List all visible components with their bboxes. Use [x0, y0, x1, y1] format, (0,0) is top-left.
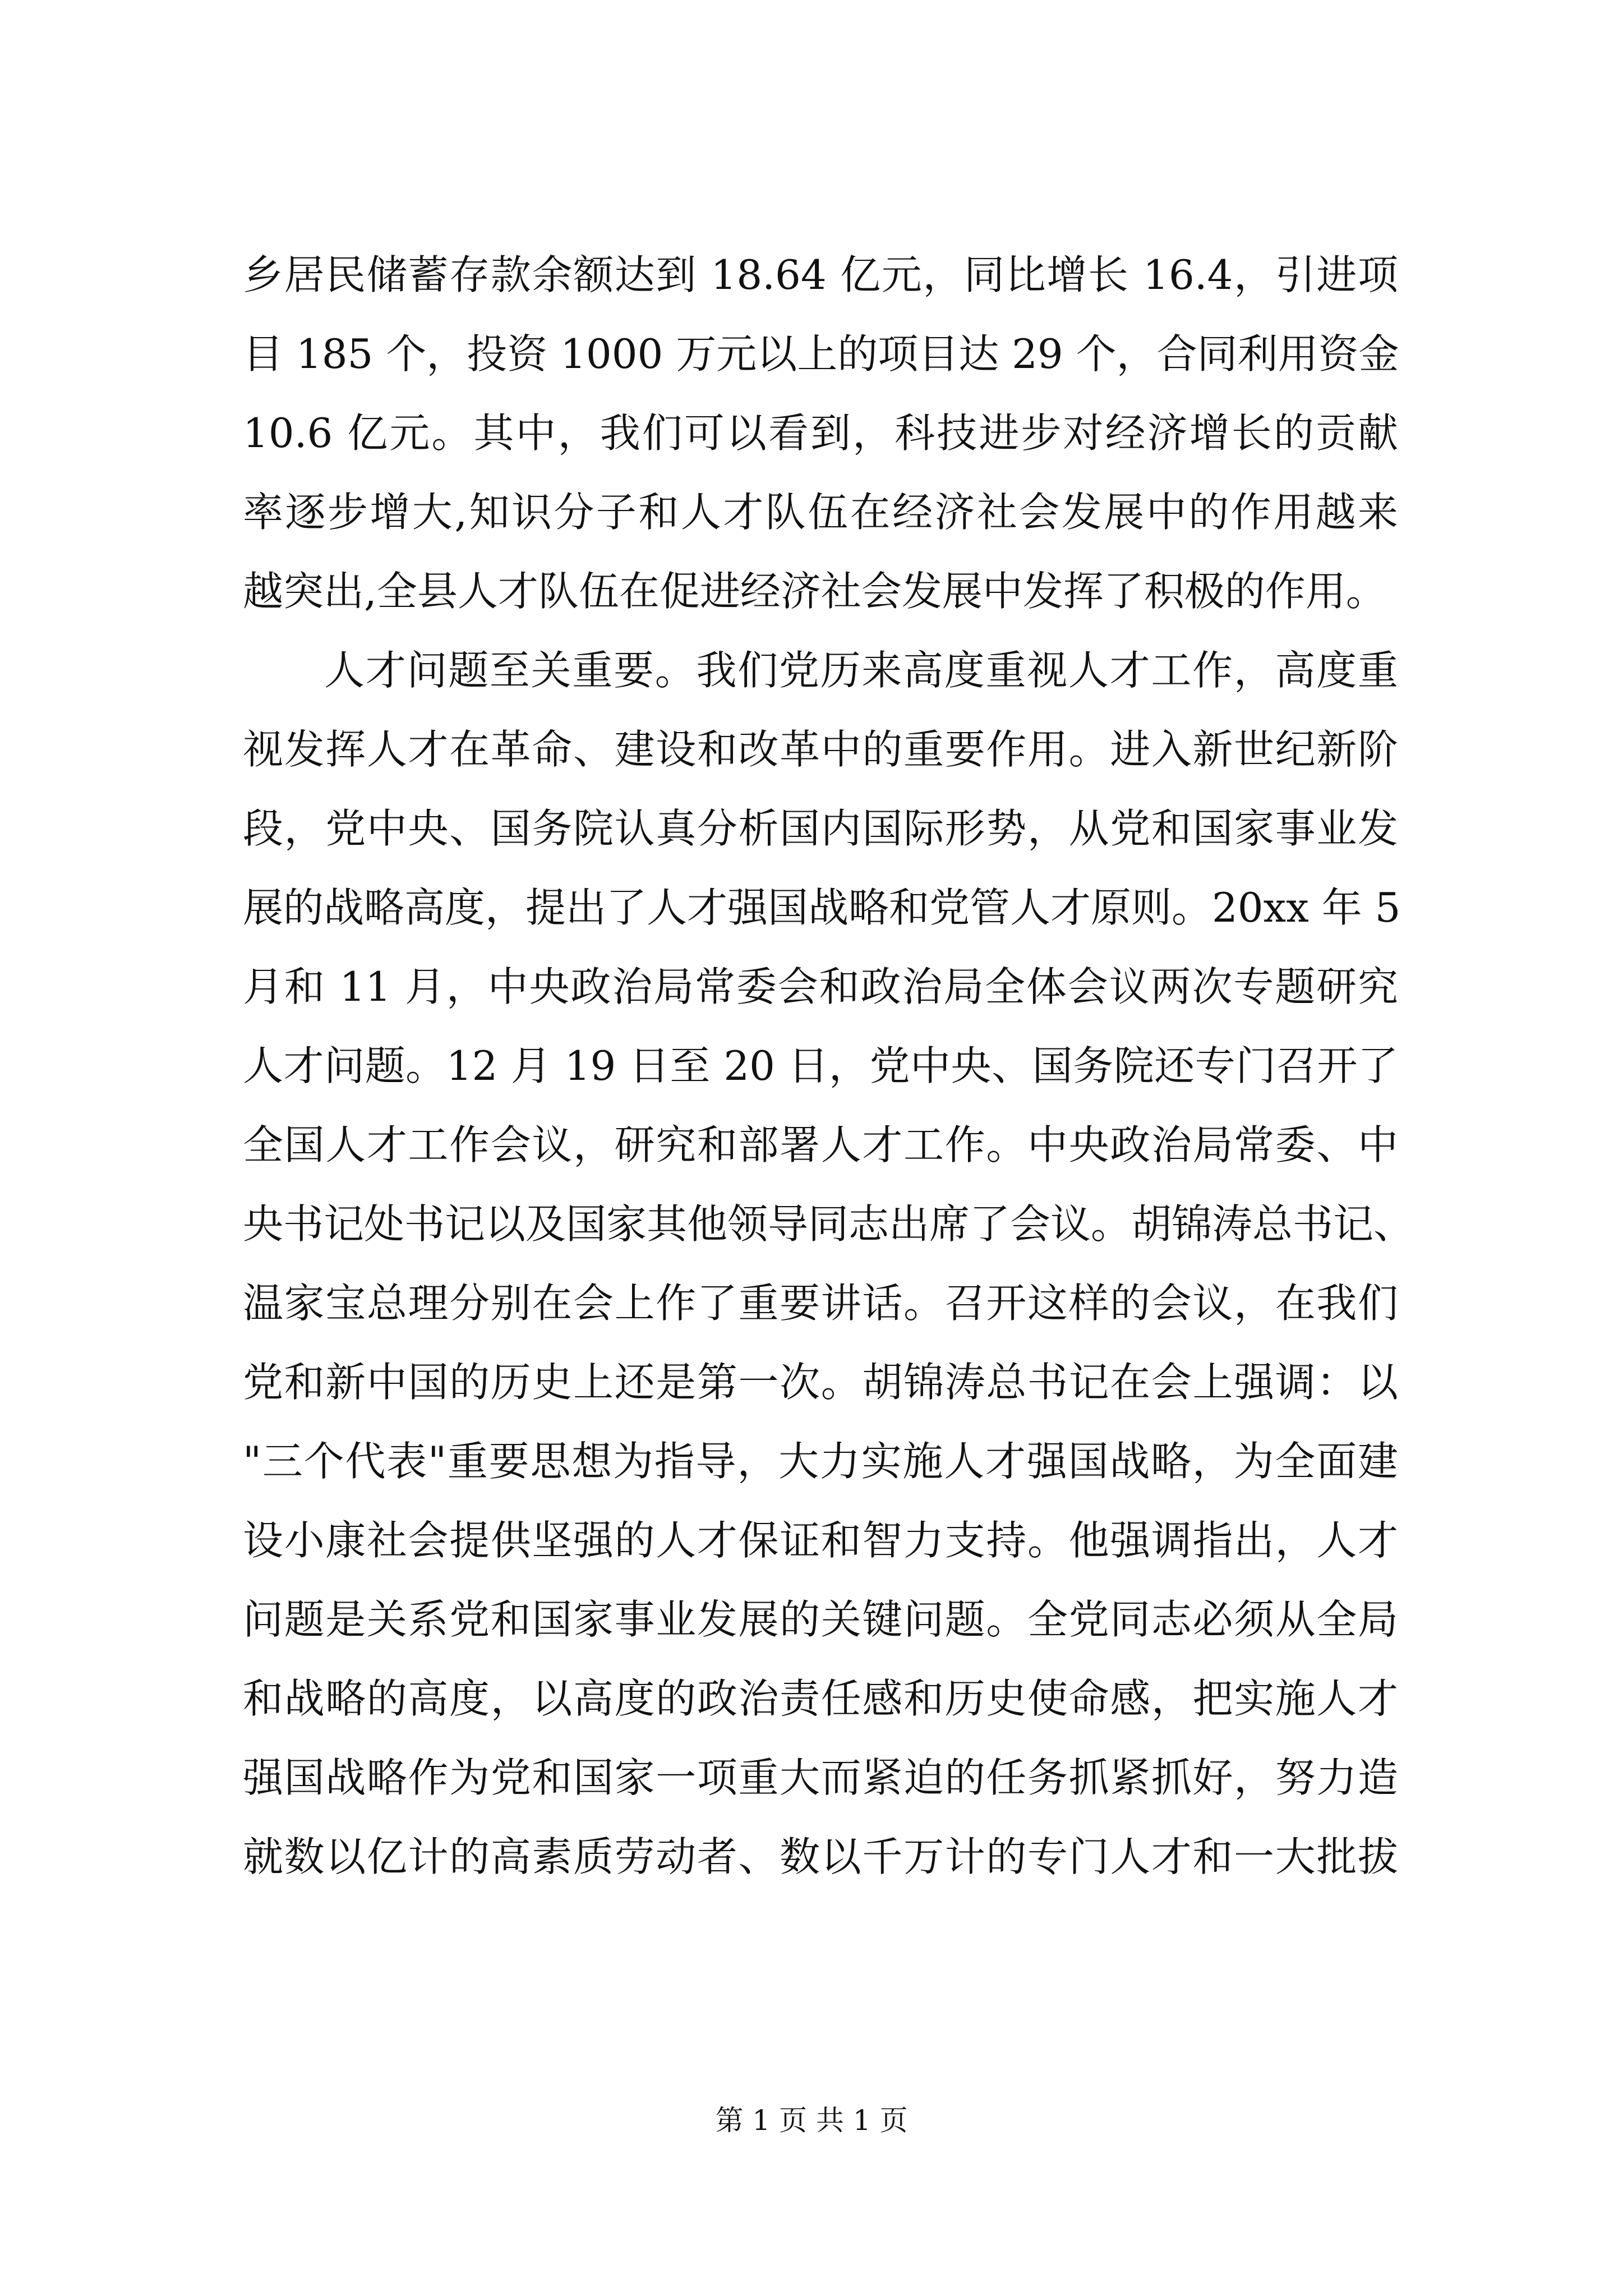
- text-line: 乡居民储蓄存款余额达到 18.64 亿元，同比增长 16.4，引进项: [243, 251, 1398, 298]
- text-line: 目 185 个，投资 1000 万元以上的项目达 29 个，合同利用资金: [243, 330, 1399, 378]
- text-line: 率逐步增大,知识分子和人才队伍在经济社会发展中的作用越来: [243, 489, 1398, 536]
- text-line: "三个代表"重要思想为指导，大力实施人才强国战略，为全面建: [243, 1438, 1398, 1485]
- text-line: 月和 11 月，中央政治局常委会和政治局全体会议两次专题研究: [243, 963, 1398, 1010]
- text-line: 视发挥人才在革命、建设和改革中的重要作用。进入新世纪新阶: [243, 726, 1398, 773]
- text-line: 段，党中央、国务院认真分析国内国际形势，从党和国家事业发: [243, 805, 1398, 852]
- text-line: 人才问题。12 月 19 日至 20 日，党中央、国务院还专门召开了: [243, 1042, 1398, 1089]
- text-line: 温家宝总理分别在会上作了重要讲话。召开这样的会议，在我们: [243, 1280, 1398, 1327]
- text-line: 全国人才工作会议，研究和部署人才工作。中央政治局常委、中: [243, 1121, 1398, 1168]
- page-number-label: 第 1 页 共 1 页: [715, 2104, 908, 2137]
- page-footer: [0, 2104, 1623, 2137]
- text-line: 问题是关系党和国家事业发展的关键问题。全党同志必须从全局: [243, 1596, 1398, 1643]
- text-line: 越突出,全县人才队伍在促进经济社会发展中发挥了积极的作用。: [243, 568, 1386, 615]
- text-line: 设小康社会提供坚强的人才保证和智力支持。他强调指出，人才: [243, 1517, 1398, 1564]
- text-line: 展的战略高度，提出了人才强国战略和党管人才原则。20xx 年 5: [243, 884, 1401, 931]
- text-line: 央书记处书记以及国家其他领导同志出席了会议。胡锦涛总书记、: [243, 1200, 1414, 1248]
- text-line: 和战略的高度，以高度的政治责任感和历史使命感，把实施人才: [243, 1675, 1398, 1722]
- text-line: 就数以亿计的高素质劳动者、数以千万计的专门人才和一大批拔: [243, 1833, 1398, 1880]
- text-line: 党和新中国的历史上还是第一次。胡锦涛总书记在会上强调：以: [243, 1359, 1398, 1406]
- text-line: 强国战略作为党和国家一项重大而紧迫的任务抓紧抓好，努力造: [243, 1754, 1398, 1801]
- text-line: 10.6 亿元。其中，我们可以看到，科技进步对经济增长的贡献: [243, 409, 1398, 457]
- paragraph-first-line: 人才问题至关重要。我们党历来高度重视人才工作，高度重: [324, 647, 1398, 694]
- document-body: [243, 236, 1414, 1897]
